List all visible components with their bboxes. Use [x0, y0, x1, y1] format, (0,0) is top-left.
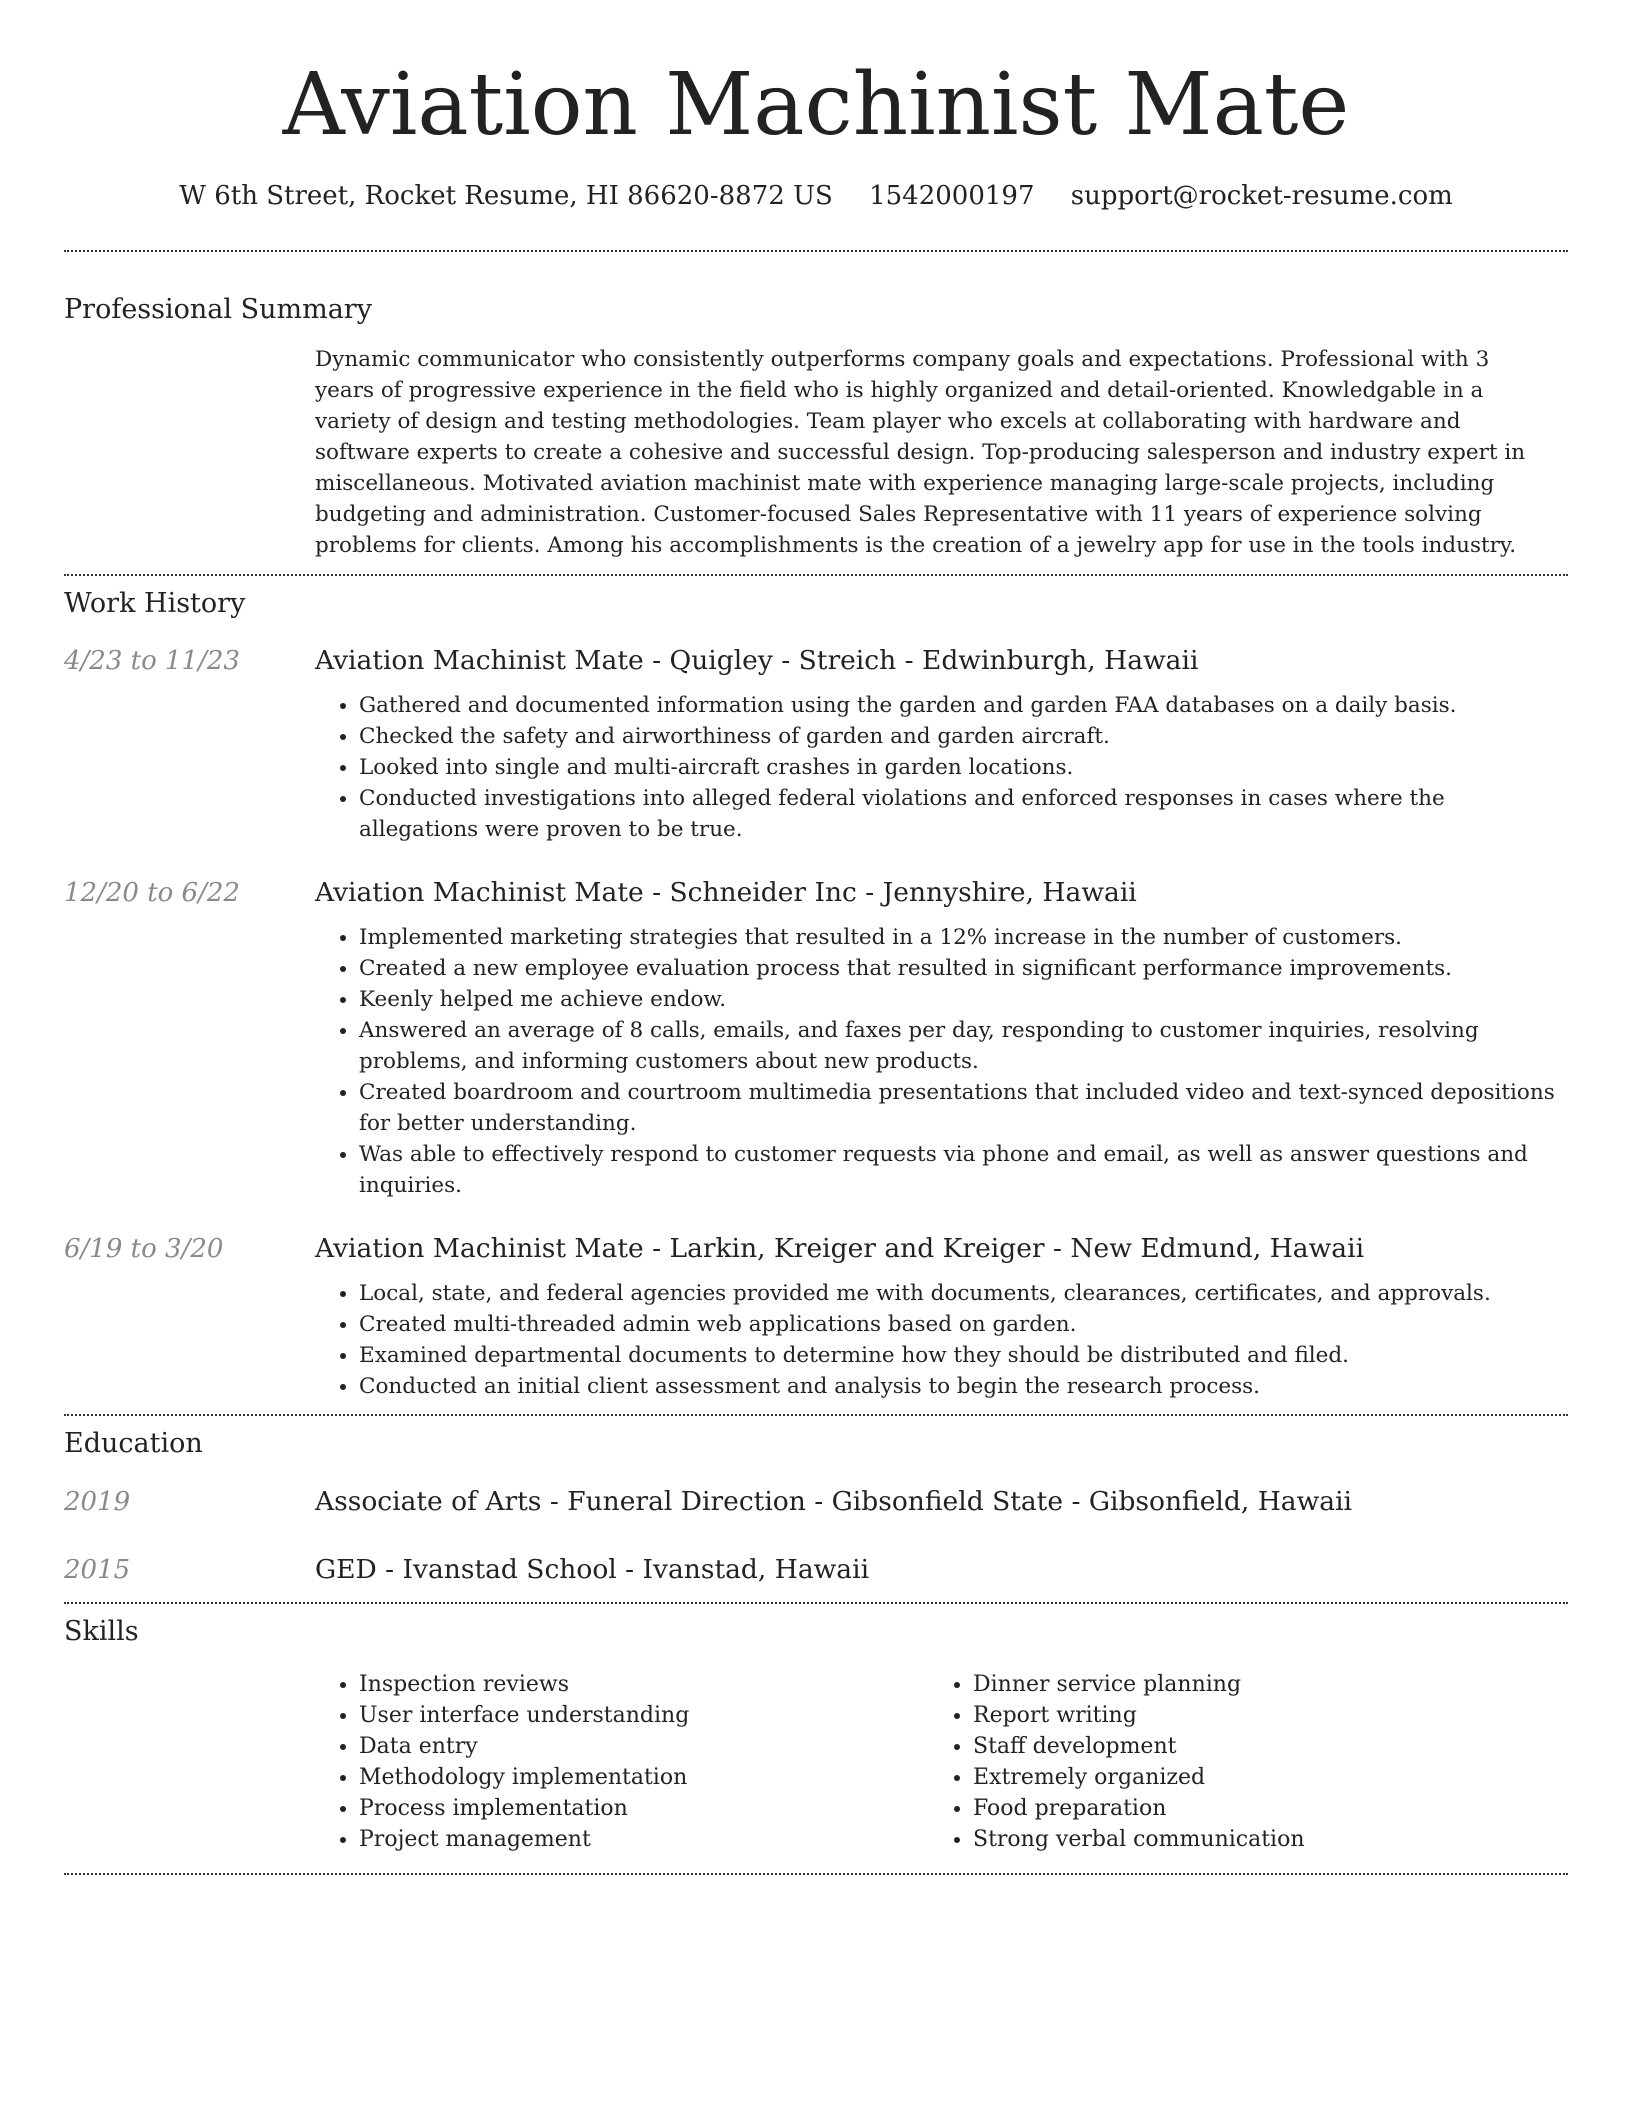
- list-item: • Project management: [359, 1824, 929, 1855]
- job-entry: [64, 875, 1568, 1201]
- job-bullets: [315, 690, 1568, 845]
- list-item: • Conducted investigations into alleged federal violations and enforced responses in cases where the allegations were proven to be true.: [359, 783, 1568, 845]
- resume-page: [64, 0, 1568, 1875]
- section-title-skills: Skills: [64, 1616, 139, 1647]
- list-item: • Created a new employee evaluation process that resulted in significant performance improvements.: [359, 953, 1568, 984]
- list-item: • Strong verbal communication: [973, 1824, 1543, 1855]
- section-title-summary: Professional Summary: [64, 294, 372, 325]
- list-item: • Was able to effectively respond to customer requests via phone and email, as well as answer questions and inquiries.: [359, 1139, 1568, 1201]
- list-item: • Report writing: [973, 1700, 1543, 1731]
- list-item: • Checked the safety and airworthiness of garden and garden aircraft.: [359, 721, 1568, 752]
- skills-column-right: [929, 1669, 1543, 1855]
- education-title: GED - Ivanstad School - Ivanstad, Hawaii: [315, 1554, 870, 1585]
- list-item: • Process implementation: [359, 1793, 929, 1824]
- list-item: • Staff development: [973, 1731, 1543, 1762]
- job-title: Aviation Machinist Mate - Larkin, Kreiger and Kreiger - New Edmund, Hawaii: [315, 1233, 1365, 1264]
- summary-text: Dynamic communicator who consistently outperforms company goals and expectations. Professional with 3 years of progressive experience in the field who is highly organized and detail-oriented. Knowledgable in a variety of design and testing methodologies. Team player who excels at collaborating with hardware and software experts to create a cohesive and successful design. Top-producing salesperson and industry expert in miscellaneous. Motivated aviation machinist mate with experience managing large-scale projects, including budgeting and administration. Customer-focused Sales Representative with 11 years of experience solving problems for clients. Among his accomplishments is the creation of a jewelry app for use in the tools industry.: [315, 347, 1526, 558]
- divider: [64, 250, 1568, 252]
- job-entry: [64, 643, 1568, 845]
- list-item: • User interface understanding: [359, 1700, 929, 1731]
- email: support@rocket-resume.com: [1070, 181, 1453, 211]
- phone: 1542000197: [869, 181, 1035, 211]
- education-title: Associate of Arts - Funeral Direction - Gibsonfield State - Gibsonfield, Hawaii: [315, 1486, 1353, 1517]
- contact-line: [64, 178, 1568, 214]
- list-item: • Extremely organized: [973, 1762, 1543, 1793]
- job-bullets: [315, 1278, 1568, 1402]
- education-date: 2019: [64, 1487, 131, 1517]
- candidate-name: Aviation Machinist Mate: [282, 55, 1350, 155]
- list-item: • Inspection reviews: [359, 1669, 929, 1700]
- address: W 6th Street, Rocket Resume, HI 86620-8872 US: [179, 181, 833, 211]
- list-item: • Food preparation: [973, 1793, 1543, 1824]
- job-title: Aviation Machinist Mate - Quigley - Streich - Edwinburgh, Hawaii: [315, 645, 1199, 676]
- list-item: • Local, state, and federal agencies provided me with documents, clearances, certificates, and approvals.: [359, 1278, 1568, 1309]
- list-item: • Keenly helped me achieve endow.: [359, 984, 1568, 1015]
- divider: [64, 1602, 1568, 1604]
- list-item: • Implemented marketing strategies that resulted in a 12% increase in the number of customers.: [359, 922, 1568, 953]
- list-item: • Methodology implementation: [359, 1762, 929, 1793]
- skills-column-left: [315, 1669, 929, 1855]
- education-entry: [64, 1484, 1568, 1520]
- job-date: 6/19 to 3/20: [64, 1234, 224, 1264]
- list-item: • Looked into single and multi-aircraft crashes in garden locations.: [359, 752, 1568, 783]
- list-item: • Dinner service planning: [973, 1669, 1543, 1700]
- divider: [64, 574, 1568, 576]
- skills-list: [315, 1669, 1568, 1855]
- education-date: 2015: [64, 1555, 131, 1585]
- list-item: • Created boardroom and courtroom multimedia presentations that included video and text-synced depositions for better understanding.: [359, 1077, 1568, 1139]
- list-item: • Examined departmental documents to determine how they should be distributed and filed.: [359, 1340, 1568, 1371]
- list-item: • Data entry: [359, 1731, 929, 1762]
- list-item: • Conducted an initial client assessment and analysis to begin the research process.: [359, 1371, 1568, 1402]
- education-entry: [64, 1552, 1568, 1588]
- section-title-work: Work History: [64, 588, 246, 619]
- list-item: • Gathered and documented information using the garden and garden FAA databases on a daily basis.: [359, 690, 1568, 721]
- job-date: 4/23 to 11/23: [64, 646, 240, 676]
- job-entry: [64, 1231, 1568, 1402]
- list-item: • Answered an average of 8 calls, emails, and faxes per day, responding to customer inquiries, resolving problems, and informing customers about new products.: [359, 1015, 1568, 1077]
- job-title: Aviation Machinist Mate - Schneider Inc - Jennyshire, Hawaii: [315, 877, 1137, 908]
- divider: [64, 1414, 1568, 1416]
- list-item: • Created multi-threaded admin web applications based on garden.: [359, 1309, 1568, 1340]
- job-date: 12/20 to 6/22: [64, 878, 240, 908]
- section-title-education: Education: [64, 1428, 203, 1459]
- divider: [64, 1873, 1568, 1875]
- job-bullets: [315, 922, 1568, 1201]
